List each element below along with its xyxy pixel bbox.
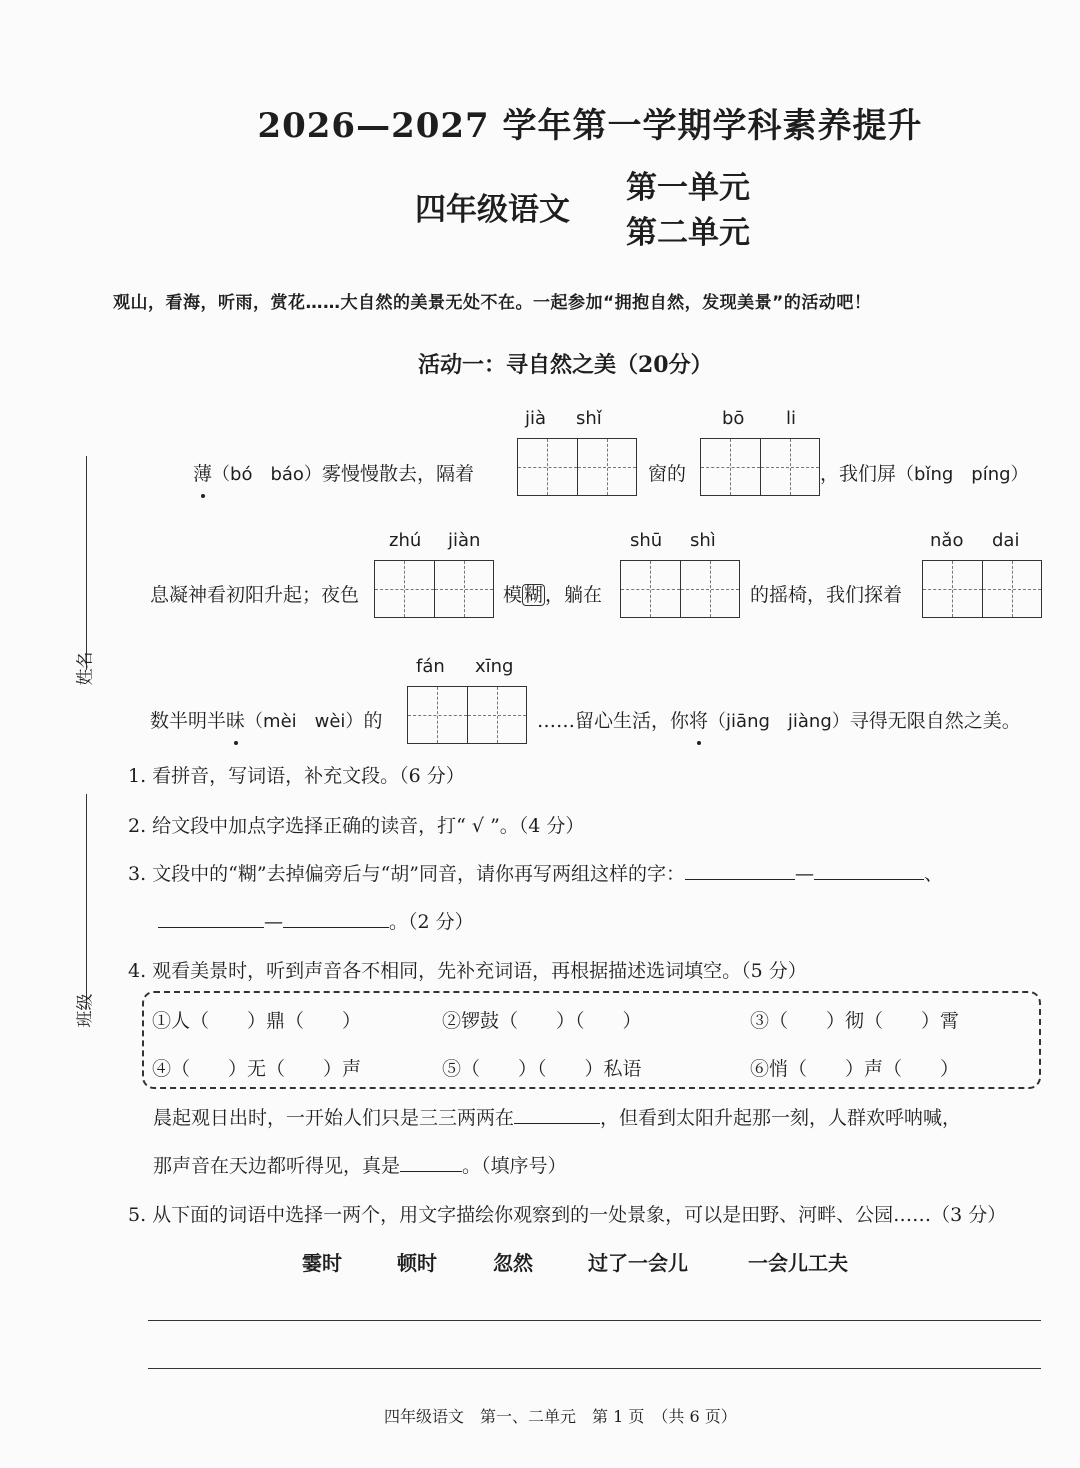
q4-text: 晨起观日出时，一开始人们只是三三两两在 bbox=[153, 1107, 515, 1129]
answer-grid-boli[interactable] bbox=[700, 438, 820, 496]
pinyin-bo: bō bbox=[722, 408, 745, 429]
answer-grid-zhujian[interactable] bbox=[374, 560, 494, 618]
pinyin-li: li bbox=[786, 408, 797, 429]
unit-one: 第一单元 bbox=[626, 170, 750, 206]
word-option-2: 顿时 bbox=[397, 1251, 437, 1275]
question-2: 2. 给文段中加点字选择正确的读音，打“ √ ”。（4 分） bbox=[128, 815, 585, 837]
name-line bbox=[86, 456, 87, 670]
word-option-1: 霎时 bbox=[302, 1251, 342, 1275]
q3-blank-1[interactable] bbox=[685, 861, 795, 880]
q4-text: 。（填序号） bbox=[462, 1155, 567, 1177]
name-label: 姓名 bbox=[75, 651, 96, 686]
idiom-option-3[interactable]: ③（ ）彻（ ）霄 bbox=[750, 1010, 960, 1032]
bing-options: （bǐng píng） bbox=[896, 464, 1029, 485]
passage-text: 数半明半 bbox=[150, 710, 227, 732]
passage-text: ，躺在 bbox=[545, 584, 603, 606]
answer-grid-naodai[interactable] bbox=[922, 560, 1042, 618]
passage-line2-b bbox=[503, 580, 602, 607]
dotted-char-jiang: 将 bbox=[689, 706, 708, 733]
word-option-4: 过了一会儿 bbox=[588, 1251, 688, 1275]
passage-text: ……留心生活，你 bbox=[537, 710, 690, 732]
passage-text: 的 bbox=[363, 710, 383, 732]
question-5: 5. 从下面的词语中选择一两个，用文字描绘你观察到的一处景象，可以是田野、河畔、公园……（3 分） bbox=[128, 1204, 1007, 1226]
mei-options: （mèi wèi） bbox=[245, 711, 364, 732]
word-option-5: 一会儿工夫 bbox=[748, 1251, 848, 1275]
q4-blank-2[interactable] bbox=[400, 1153, 462, 1172]
dotted-char-mei: 昧 bbox=[226, 706, 245, 733]
q4-blank-1[interactable] bbox=[514, 1105, 600, 1124]
passage-text: 寻得无限自然之美。 bbox=[849, 710, 1021, 732]
idiom-option-5[interactable]: ⑤（ ）（ ）私语 bbox=[442, 1058, 642, 1080]
q3-dash: — bbox=[795, 863, 815, 885]
pinyin-shi: shǐ bbox=[576, 408, 602, 429]
passage-line1-c bbox=[820, 459, 1029, 486]
pinyin-dai: dai bbox=[992, 530, 1020, 551]
passage-line1-b: 窗的 bbox=[648, 463, 687, 485]
grade-subject: 四年级语文 bbox=[415, 192, 570, 228]
unit-two: 第二单元 bbox=[626, 215, 750, 251]
page-footer: 四年级语文 第一、二单元 第 1 页 （共 6 页） bbox=[384, 1407, 737, 1426]
class-line bbox=[86, 794, 87, 1008]
q4-text: 那声音在天边都听得见，真是 bbox=[153, 1155, 401, 1177]
answer-grid-fanxing[interactable] bbox=[407, 686, 527, 744]
answer-grid-jiashi[interactable] bbox=[517, 438, 637, 496]
idiom-option-1[interactable]: ①人（ ）鼎（ ） bbox=[152, 1010, 362, 1032]
answer-grid-shushi[interactable] bbox=[620, 560, 740, 618]
idiom-option-4[interactable]: ④（ ）无（ ）声 bbox=[152, 1058, 362, 1080]
word-option-3: 忽然 bbox=[493, 1251, 533, 1275]
pinyin-fan: fán bbox=[416, 656, 445, 677]
activity-title: 活动一：寻自然之美（20分） bbox=[418, 352, 713, 378]
passage-line1-a bbox=[193, 459, 474, 486]
bao-options: （bó báo） bbox=[212, 464, 322, 485]
q4-text: ，但看到太阳升起那一刻，人群欢呼呐喊， bbox=[600, 1107, 962, 1129]
circled-char-hu: 糊 bbox=[524, 584, 544, 606]
q3-dash: — bbox=[264, 911, 283, 933]
passage-text: ，我们屏 bbox=[820, 463, 897, 485]
pinyin-shu: shū bbox=[630, 530, 663, 551]
question-4: 4. 观看美景时，听到声音各不相同，先补充词语，再根据描述选词填空。（5 分） bbox=[128, 960, 807, 982]
answer-line-2[interactable] bbox=[148, 1368, 1041, 1369]
pinyin-zhu: zhú bbox=[389, 530, 422, 551]
passage-line2-c: 的摇椅，我们探着 bbox=[750, 584, 903, 606]
question-4-sentence-2 bbox=[153, 1151, 567, 1178]
q3-blank-4[interactable] bbox=[283, 909, 389, 928]
question-3 bbox=[128, 859, 943, 886]
q3-blank-2[interactable] bbox=[814, 861, 924, 880]
question-3-text: 3. 文段中的“糊”去掉偏旁后与“胡”同音，请你再写两组这样的字： bbox=[128, 863, 686, 885]
q3-sep: 、 bbox=[924, 863, 944, 885]
idiom-option-6[interactable]: ⑥悄（ ）声（ ） bbox=[750, 1058, 960, 1080]
intro-text: 观山，看海，听雨，赏花……大自然的美景无处不在。一起参加“拥抱自然，发现美景”的活动吧！ bbox=[113, 293, 872, 313]
idiom-option-2[interactable]: ②锣鼓（ ）（ ） bbox=[442, 1010, 642, 1032]
pinyin-jia: jià bbox=[525, 408, 547, 429]
class-label: 班级 bbox=[75, 993, 96, 1028]
question-3-cont bbox=[158, 907, 474, 934]
passage-text: 模 bbox=[503, 584, 523, 606]
passage-line3-c bbox=[537, 706, 1021, 733]
answer-line-1[interactable] bbox=[148, 1320, 1041, 1321]
dotted-char-bao: 薄 bbox=[193, 459, 212, 486]
passage-line3-a bbox=[150, 706, 382, 733]
exam-title: 2026—2027 学年第一学期学科素养提升 bbox=[257, 106, 923, 146]
passage-line2-a: 息凝神看初阳升起；夜色 bbox=[150, 584, 360, 606]
pinyin-xing: xīng bbox=[475, 656, 514, 677]
q3-blank-3[interactable] bbox=[158, 909, 264, 928]
jiang-options: （jiāng jiàng） bbox=[708, 711, 850, 732]
pinyin-nao: nǎo bbox=[930, 530, 964, 551]
q3-end: 。（2 分） bbox=[389, 911, 474, 933]
pinyin-jian: jiàn bbox=[448, 530, 481, 551]
pinyin-shi2: shì bbox=[690, 530, 716, 551]
question-4-sentence-1 bbox=[153, 1103, 961, 1130]
question-1: 1. 看拼音，写词语，补充文段。（6 分） bbox=[128, 765, 465, 787]
passage-text: 雾慢慢散去，隔着 bbox=[321, 463, 474, 485]
